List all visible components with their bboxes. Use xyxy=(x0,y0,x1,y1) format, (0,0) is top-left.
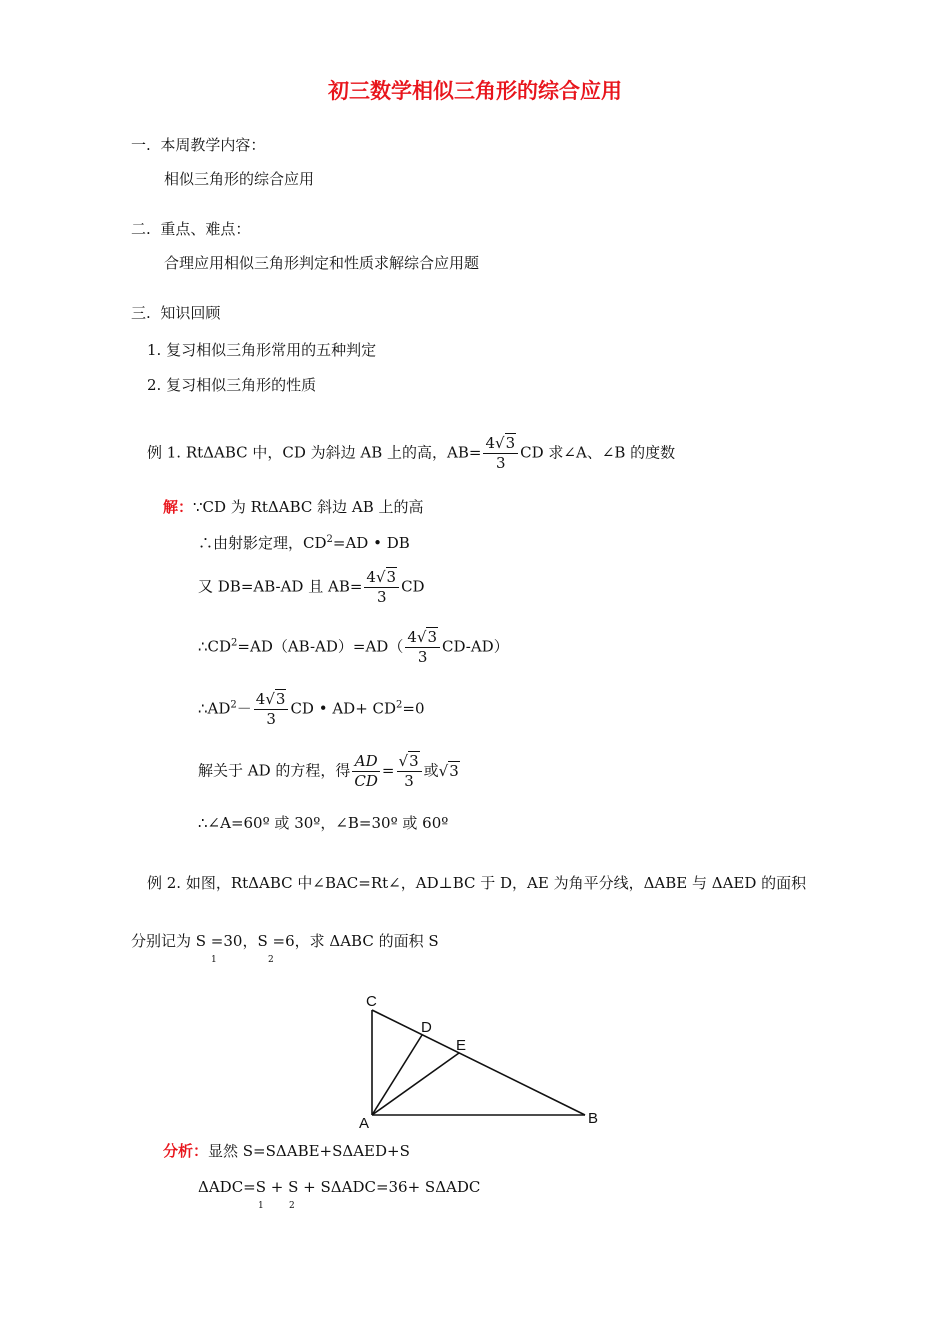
section-2-heading xyxy=(131,220,250,238)
section-1-body: 相似三角形的综合应用 xyxy=(164,170,315,188)
frac-den: 3 xyxy=(364,587,399,605)
subscript-2: 2 xyxy=(268,955,274,965)
frac-den: 3 xyxy=(397,771,422,789)
fraction-root3-over-3: $\frac{√3}{3}$ xyxy=(397,754,422,789)
subscript-1: 1 xyxy=(211,955,217,965)
altitude-ad xyxy=(372,1035,422,1115)
superscript: 2 xyxy=(230,699,237,711)
solution-text-4b: =AD（AB-AD）=AD（ xyxy=(237,637,404,656)
or-word: 或 xyxy=(423,761,439,780)
fraction-ad-over-cd xyxy=(352,754,380,789)
solution-line-7: ∴∠A=60º 或 30º，∠B=30º 或 60º xyxy=(198,814,449,832)
section-1-title: 本周教学内容： xyxy=(160,136,266,154)
solution-line-5 xyxy=(198,692,425,727)
solution-text-3a: 又 DB=AB-AD 且 AB= xyxy=(198,577,363,596)
frac-den: 3 xyxy=(254,709,289,727)
label-e: E xyxy=(456,1037,467,1054)
page-title: 初三数学相似三角形的综合应用 xyxy=(328,78,622,103)
fraction-4root3-over-3: $\frac{4√3}{3}$ xyxy=(364,570,399,605)
label-d: D xyxy=(421,1019,432,1036)
example-1-text-a: 例 1. RtΔABC 中，CD 为斜边 AB 上的高，AB= xyxy=(147,443,482,462)
section-1-heading xyxy=(131,136,265,154)
fraction-4root3-over-3: $\frac{4√3}{3}$ xyxy=(405,630,440,665)
bisector-ae xyxy=(372,1053,459,1115)
equals-sign: = xyxy=(381,761,395,780)
analysis-line-1 xyxy=(163,1142,410,1160)
analysis-text-1: 显然 S=SΔABE+SΔAED+S xyxy=(208,1142,410,1160)
solution-text-6a: 解关于 AD 的方程，得 xyxy=(198,761,351,780)
solution-line-2 xyxy=(198,534,410,552)
fraction-4root3-over-3: $\frac{4√3}{3}$ xyxy=(254,692,289,727)
minus-sign: － xyxy=(236,699,252,718)
section-3-title: 知识回顾 xyxy=(160,304,221,322)
solution-text-4c: CD-AD） xyxy=(442,637,509,656)
triangle-figure xyxy=(355,990,615,1130)
section-2-title: 重点、难点： xyxy=(160,220,251,238)
radicand: 3 xyxy=(275,690,286,708)
solution-line-6 xyxy=(198,754,460,789)
frac-den: CD xyxy=(354,772,378,790)
solution-label: 解： xyxy=(163,498,194,516)
solution-text-2a: ∴由射影定理，CD xyxy=(198,534,327,552)
radicand: 3 xyxy=(409,752,419,770)
frac-num: 4 xyxy=(407,628,417,646)
label-c: C xyxy=(366,993,377,1010)
fraction-4root3-over-3: $\frac{4√3}{3}$ xyxy=(483,436,518,471)
solution-text-5c: CD • AD+ CD xyxy=(290,699,397,718)
review-item-2: 2. 复习相似三角形的性质 xyxy=(147,376,317,394)
section-3-heading xyxy=(131,304,220,322)
frac-den: 3 xyxy=(483,453,518,471)
analysis-label: 分析： xyxy=(163,1142,209,1160)
radicand: 3 xyxy=(449,761,459,780)
frac-num: 4 xyxy=(366,568,376,586)
section-1-number: 一. xyxy=(131,136,151,154)
frac-den: 3 xyxy=(405,647,440,665)
subscript-1: 1 xyxy=(258,1201,264,1211)
solution-text-4a: ∴CD xyxy=(198,637,232,656)
label-b: B xyxy=(588,1110,599,1127)
solution-text-5d: =0 xyxy=(402,699,425,718)
solution-line-1 xyxy=(163,498,424,516)
solution-text-2b: =AD • DB xyxy=(332,534,410,552)
solution-text-1: ∵CD 为 RtΔABC 斜边 AB 上的高 xyxy=(193,498,424,516)
solution-line-3 xyxy=(198,570,425,605)
example-1-statement xyxy=(147,436,675,471)
section-2-number: 二. xyxy=(131,220,151,238)
example-2-line-1: 例 2. 如图，RtΔABC 中∠BAC=Rt∠，AD⊥BC 于 D，AE 为角平分线，ΔABE 与 ΔAED 的面积 xyxy=(147,874,807,892)
review-item-1: 1. 复习相似三角形常用的五种判定 xyxy=(147,341,377,359)
superscript: 2 xyxy=(326,534,333,545)
solution-line-4 xyxy=(198,630,509,665)
example-1-text-b: CD 求∠A、∠B 的度数 xyxy=(520,443,676,462)
section-3-number: 三. xyxy=(131,304,151,322)
radicand: 3 xyxy=(427,628,437,646)
root-3: √3 xyxy=(438,761,459,780)
frac-num: AD xyxy=(354,752,378,770)
superscript: 2 xyxy=(231,637,238,649)
frac-num: 4 xyxy=(255,690,266,708)
section-2-body: 合理应用相似三角形判定和性质求解综合应用题 xyxy=(164,254,480,272)
frac-num: 4 xyxy=(485,434,496,452)
label-a: A xyxy=(359,1115,370,1130)
solution-text-3b: CD xyxy=(401,577,425,596)
superscript: 2 xyxy=(396,699,403,711)
radicand: 3 xyxy=(386,568,397,586)
subscript-2: 2 xyxy=(289,1201,295,1211)
solution-text-5a: ∴AD xyxy=(198,699,231,718)
radicand: 3 xyxy=(505,434,516,452)
analysis-line-2: ΔADC=S + S + SΔADC=36+ SΔADC xyxy=(198,1178,481,1196)
example-2-line-2: 分别记为 S =30，S =6，求 ΔABC 的面积 S xyxy=(131,932,439,950)
